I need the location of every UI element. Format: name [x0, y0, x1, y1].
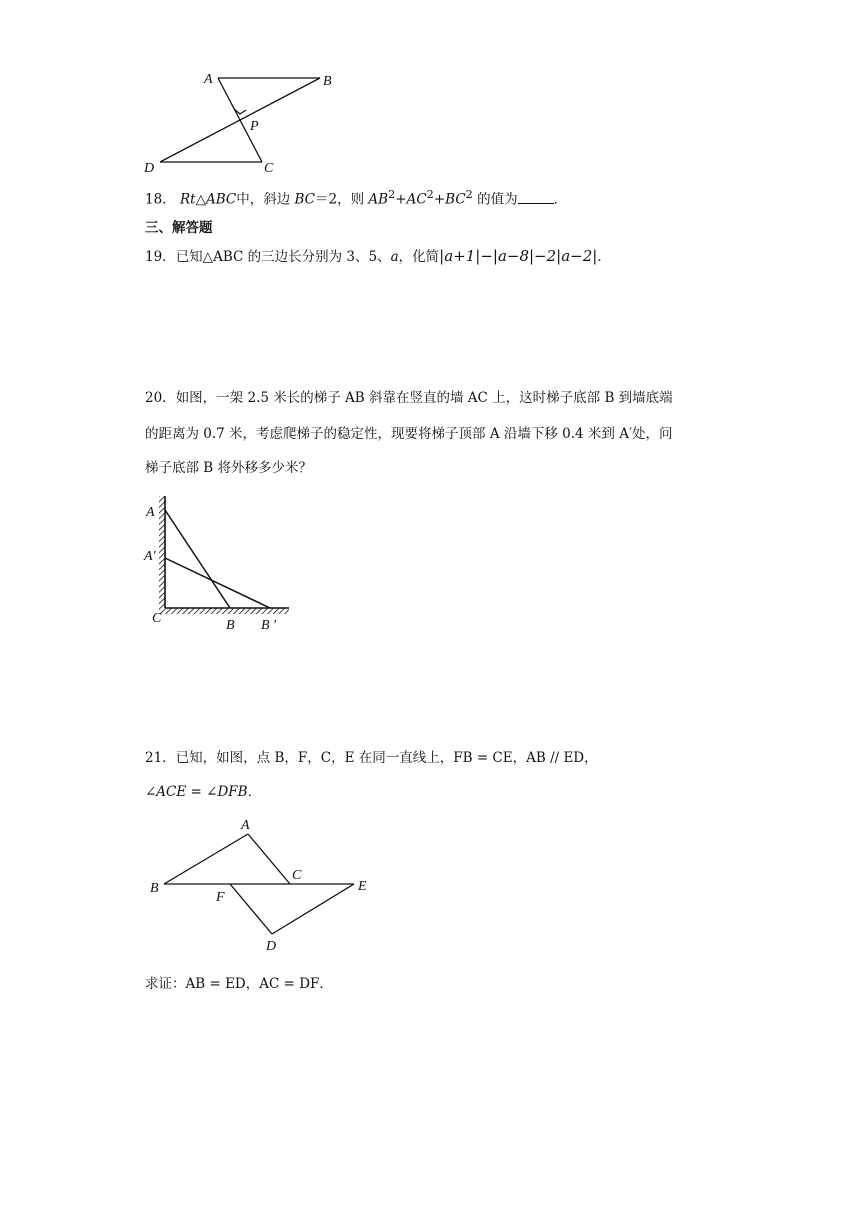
label-E: E — [358, 879, 367, 894]
label-F: F — [216, 890, 225, 905]
math-expression: |a+1|−|a−8|−2|a−2| — [439, 247, 598, 265]
label-A: A — [146, 505, 155, 520]
segment-bc: BC — [294, 191, 316, 208]
question-number: 19． — [145, 249, 176, 265]
figure-21-triangles-diagram — [140, 812, 380, 957]
label-A: A — [241, 818, 250, 833]
question-19 — [145, 246, 611, 267]
label-B: B — [150, 881, 159, 896]
triangle-symbol: △ — [195, 191, 206, 208]
rt-label: Rt — [179, 191, 196, 208]
label-B: B — [226, 618, 235, 632]
text-part: ，化简 — [398, 249, 440, 265]
label-C: C — [152, 611, 162, 626]
exponent: 2 — [388, 188, 396, 201]
question-number: 21． — [145, 750, 176, 766]
plus-sign: + — [395, 191, 407, 208]
label-B: B — [323, 74, 332, 89]
answer-blank[interactable] — [518, 189, 554, 204]
figure-17-parallelogram-diagram — [140, 66, 340, 178]
label-B-prime: B ′ — [261, 618, 277, 632]
period: ． — [597, 249, 611, 265]
label-C: C — [264, 161, 274, 176]
question-20-line-2: 的距离为 0.7 米，考虑爬梯子的稳定性，现要将梯子顶部 A 沿墙下移 0.4 米到 A′处，问 — [145, 426, 673, 442]
question-text: 已知，如图，点 B，F，C，E 在同一直线上，FB = CE，AB // ED， — [175, 750, 598, 766]
question-21-line-2: ∠ACE = ∠DFB． — [145, 784, 262, 800]
section-heading: 三、解答题 — [145, 220, 213, 236]
exponent: 2 — [426, 188, 434, 201]
text-part: 已知△ABC 的三边长分别为 3、5、 — [175, 249, 391, 265]
text-part: 的值为 — [477, 191, 518, 208]
text-part: 中，斜边 — [236, 191, 291, 208]
question-20-line-3: 梯子底部 B 将外移多少米？ — [145, 460, 313, 476]
variable-a: a — [390, 249, 399, 265]
label-P: P — [250, 119, 259, 134]
question-18 — [145, 185, 567, 210]
label-D: D — [266, 939, 277, 954]
text-part: ＝2，则 — [315, 191, 365, 208]
segment-ab: AB — [368, 191, 389, 208]
question-number: 20． — [145, 390, 176, 406]
label-C: C — [292, 868, 302, 883]
label-D: D — [144, 161, 155, 176]
period: ． — [553, 191, 568, 208]
question-21-line-1 — [145, 748, 598, 768]
question-text: 如图，一架 2.5 米长的梯子 AB 斜靠在竖直的墙 AC 上，这时梯子底部 B 到墙底端 — [175, 390, 673, 406]
exponent: 2 — [465, 188, 473, 201]
triangle-name: ABC — [205, 191, 237, 208]
segment-bc: BC — [445, 191, 466, 208]
label-A-prime: A′ — [144, 549, 156, 564]
question-number: 18． — [145, 191, 176, 208]
prove-statement: 求证：AB = ED，AC = DF． — [145, 976, 333, 992]
plus-sign: + — [433, 191, 446, 208]
question-20-line-1 — [145, 388, 673, 408]
segment-ac: AC — [406, 191, 427, 208]
figure-20-ladder-diagram — [140, 492, 300, 632]
label-A: A — [204, 72, 213, 87]
